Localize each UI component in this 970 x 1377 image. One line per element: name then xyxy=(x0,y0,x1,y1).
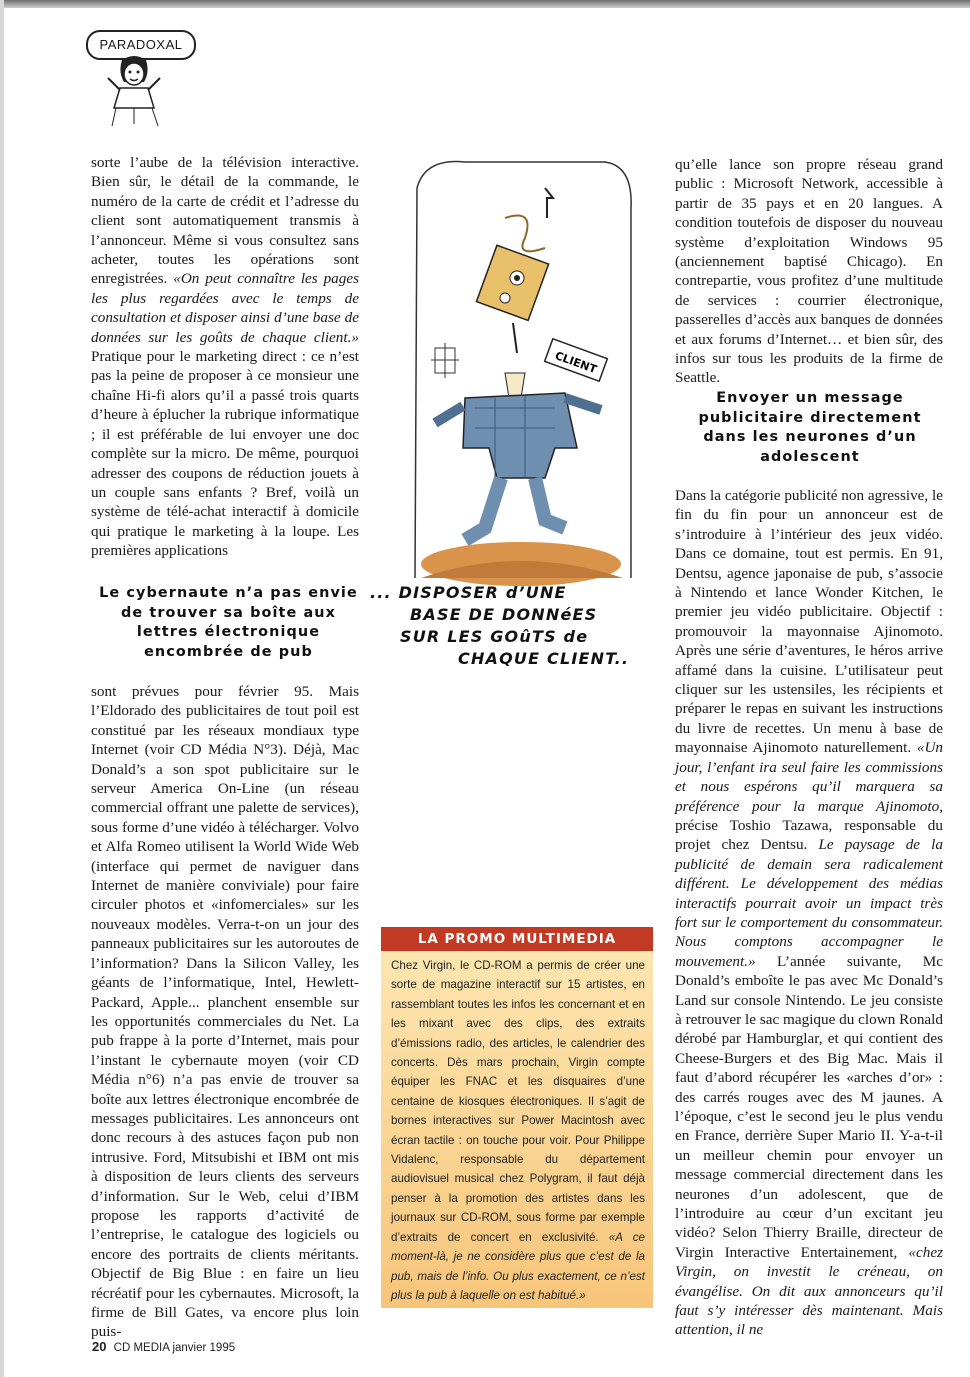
illustration-caption xyxy=(370,580,655,680)
page-number: 20 xyxy=(92,1339,107,1354)
top-edge-band xyxy=(0,0,970,8)
quote-text: Le paysage de la publicité de demain sera radicalement différent. Le développement des médias interactifs pourrait avoir un impact très fort sur le comportement du consommateur. Nous comptons accompagner le mouvement.» xyxy=(675,836,943,970)
body-text: précise Toshio Tazawa, responsable du projet chez Dentsu. xyxy=(675,816,943,854)
body-text: sont prévues pour février 95. Mais l’Eldorado des publicitaires de tout poil est constitué par les réseaux mondiaux type Internet (voir CD Média N°3). Déjà, Mac Donald’s a son spot publicitaire sur le serveur America On-Line (un réseau commercial offrant une palette de services), sous forme d’une vidéo à télécharger. Volvo et Alfa Romeo utilisent la World Wide Web (interface qui permet de naviguer dans Internet de manière conviviale) pour faire circuler photos et «infomerciales» sur les nouveaux modèles. Verra-t-on un jour des panneaux publicitaires sur les autoroutes de l’information? Dans la Silicon Valley, les géants de l’informatique, Intel, Hewlett-Packard, Apple... planchent ensemble sur les opportunités commerciales du Net. La pub frappe à la porte d’Internet, mais pour l’instant le cybernaute moyen (voir CD Média n°6) n’a pas envie de trouver sa boîte aux lettres électronique encombrée de messages publicitaires. Les annonceurs ont donc recours à des astuces façon pub non intrusive. Ford, Mitsubishi et IBM ont mis à disposition de leurs clients des serveurs d’information. Sur le Web, celui d’IBM propose les rapports d’activité de l’entreprise, le catalogue des logiciels ou encore des portraits de clients méritants. Objectif de Big Blue : en faire un lieu récréatif pour les cybernautes. Microsoft, la firme de Bill Gates, va encore plus loin puis- xyxy=(91,683,359,1341)
sign-text: CLIENT xyxy=(553,349,599,377)
left-column-bottom xyxy=(91,682,359,1342)
footer-text: CD MEDIA janvier 1995 xyxy=(113,1342,236,1354)
promo-text: Chez Virgin, le CD-ROM a permis de créer une sorte de magazine interactif sur 15 artistes, en rassemblant toutes les infos les concernant et en les mixant avec des clips, des extraits d’émissions radio, des articles, le calendrier des concerts. Dès mars prochain, Virgin compte équiper les FNAC et les disquaires d’une centaine de kiosques électroniques. Il s’agit de bornes interactives sur Power Macintosh avec écran tactile : on touche pour voir. Pour Philippe Vidalenc, responsable du département audiovisuel musical chez Polygram, il faut déjà penser à la promotion des artistes dans les journaux sur CD-ROM, sous forme par exemple d’extraits de concert en exclusivité. xyxy=(391,959,645,1244)
body-text: sorte l’aube de la télévision interactive. Bien sûr, le détail de la commande, le numéro de la carte de crédit et l’adresse du client sont automatiquement transmis à l’annonceur. Même si vous consultez sans acheter, toutes les opérations sont enregistrées. xyxy=(91,154,359,288)
caption-line: BASE DE DONNéES xyxy=(410,605,598,624)
left-column-top xyxy=(91,153,359,561)
body-text: Pratique pour le marketing direct : ce n’est pas la peine de proposer à ce monsieur une chaîne Hi-fi alors qu’il a passé trois quarts d’heure à éplucher la rubrique informatique ; il est préférable de lui envoyer une doc complète sur la micro. De même, pourquoi adresser des coupons de réduction jouets à un couple sans enfants ? Bref, voilà un système de télé-achat interactif à domicile qui pratique le marketing à la loupe. Les premières applications xyxy=(91,348,359,560)
section-tag: PARADOXAL xyxy=(86,30,196,60)
quote-text: «chez Virgin, on investit le créneau, on évangélise. On dit aux annonceurs qu’il faut s’y intéresser dès maintenant. Mais attention, il ne xyxy=(675,1243,943,1339)
quote-text: «Un jour, l’enfant ira seul faire les commissions et nous espérons qu’il marquera sa préférence pour la marque Ajinomoto, xyxy=(675,739,943,815)
caption-line: SUR LES GOûTS de xyxy=(400,627,589,646)
quote-text: «On peut connaître les pages les plus regardées avec le temps de consultation et disposer ainsi d’une base de données sur les goûts de chaque client.» xyxy=(91,270,360,346)
body-text: Dans la catégorie publicité non agressive, le fin du fin pour un annonceur est de s’introduire à l’intérieur des jeux vidéo. Dans ce domaine, tout est permis. En 91, Dentsu, agence japonaise de pub, s’associe à Nintendo et lance Wonder Kitchen, le premier jeu vidéo publicitaire. Objectif : promouvoir la mayonnaise Ajinomoto. Après une série d’aventures, le héros arrive affamé dans la cuisine. L’utilisateur peut cliquer sur les ustensiles, les récipients et préparer le repas en suivant les instructions du livre de recettes. Un menu à base de mayonnaise Ajinomoto naturellement. xyxy=(675,487,943,757)
promo-quote: «A ce moment-là, je ne considère plus que c’est de la pub, mais de l’info. Ou plus exactement, ce n’est plus la pub à laquelle on est habitué.» xyxy=(391,1230,646,1302)
page-footer xyxy=(92,1339,235,1354)
body-text: qu’elle lance son propre réseau grand public : Microsoft Network, accessible à partir de 35 pays et en 20 langues. A condition toutefois de disposer du nouveau système d’exploitation Windows 95 (anciennement baptisé Chicago). En contrepartie, vous profitez d’une multitude de services : courrier électronique, passerelles d’accès aux banques de données et aux forums d’Internet… et bien sûr, des infos sur tous les produits de la firme de Seattle. xyxy=(675,156,943,387)
subheading-right: Envoyer un message publicitaire directement dans les neurones d’un adolescent xyxy=(698,390,922,465)
caption-line: CHAQUE CLIENT.. xyxy=(458,649,630,668)
promo-title: LA PROMO MULTIMEDIA xyxy=(381,927,653,951)
page-left-edge xyxy=(0,0,4,1377)
right-column-top xyxy=(675,155,943,388)
promo-box xyxy=(381,951,653,1308)
mascot-illustration xyxy=(94,52,174,127)
client-illustration xyxy=(405,148,637,588)
caption-line: ... DISPOSER d’UNE xyxy=(370,583,567,602)
right-column-bottom xyxy=(675,486,943,1340)
subheading-left: Le cybernaute n’a pas envie de trouver sa boîte aux lettres électronique encombrée de pub xyxy=(99,585,358,660)
body-text: L’année suivante, Mc Donald’s emboîte le pas avec Mc Donald’s Land sur console Nintendo. Le jeu consiste à retrouver le sac magique du clown Ronald dérobé par Hamburglar, et qui contient des Cheese-Burgers et des Big Mac. Mais il faut d’abord récupérer les «arches d’or» : des carrés rouges avec des M jaunes. A l’époque, c’est le second jeu le plus vendu en France, derrière Super Mario II. Y-a-t-il un meilleur chemin pour envoyer un message commercial directement dans les neurones d’un adolescent, que de l’introduire au cœur d’un excitant jeu vidéo? Selon Thierry Braille, directeur de Virgin Interactive Entertainement, xyxy=(675,952,943,1261)
